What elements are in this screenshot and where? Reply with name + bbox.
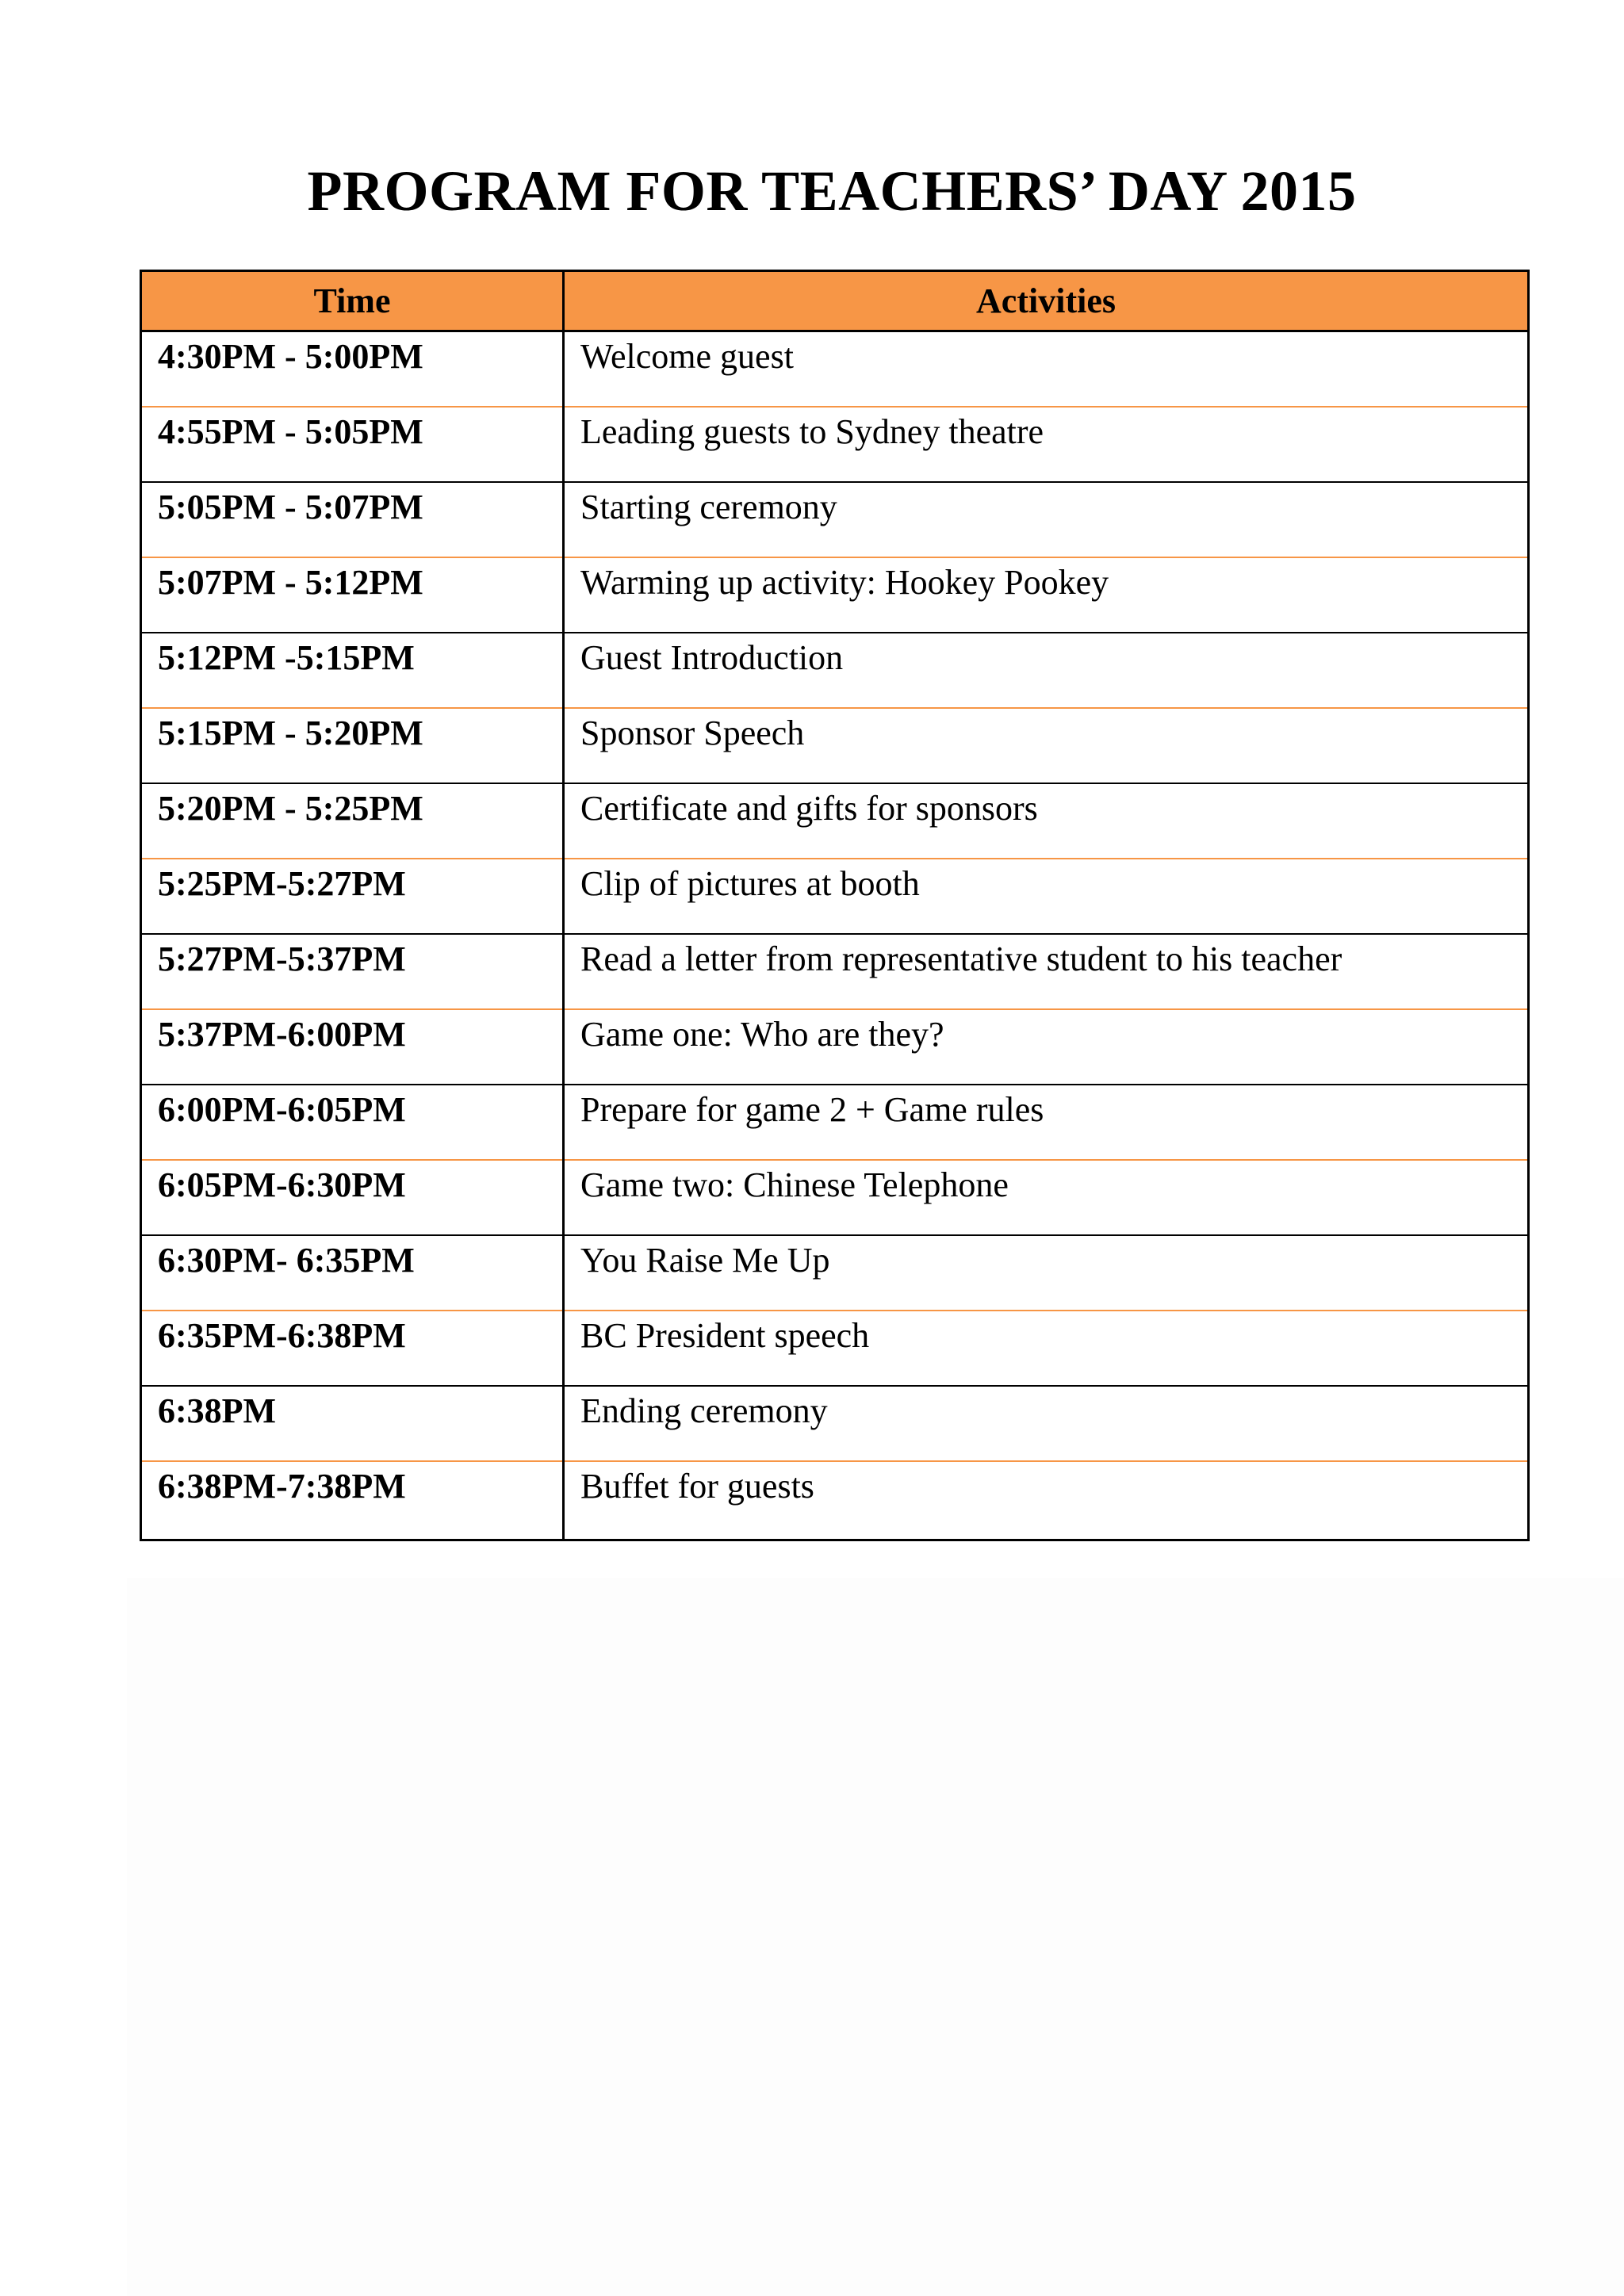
table-header-row bbox=[141, 271, 1529, 331]
table-row bbox=[141, 482, 1529, 557]
activity-cell: Welcome guest bbox=[564, 331, 1529, 407]
table-row bbox=[141, 331, 1529, 407]
time-cell: 6:30PM- 6:35PM bbox=[141, 1235, 564, 1311]
table-row bbox=[141, 633, 1529, 708]
schedule-table bbox=[140, 270, 1530, 1541]
table-row bbox=[141, 1461, 1529, 1540]
activity-cell: You Raise Me Up bbox=[564, 1235, 1529, 1311]
time-cell: 5:27PM-5:37PM bbox=[141, 934, 564, 1009]
table-row bbox=[141, 407, 1529, 482]
table-row bbox=[141, 859, 1529, 934]
activity-cell: Clip of pictures at booth bbox=[564, 859, 1529, 934]
time-cell: 5:20PM - 5:25PM bbox=[141, 783, 564, 859]
time-cell: 4:55PM - 5:05PM bbox=[141, 407, 564, 482]
time-cell: 6:00PM-6:05PM bbox=[141, 1085, 564, 1160]
time-cell: 5:12PM -5:15PM bbox=[141, 633, 564, 708]
page-background bbox=[127, 1578, 1624, 2296]
activity-cell: Buffet for guests bbox=[564, 1461, 1529, 1540]
table-row bbox=[141, 1085, 1529, 1160]
time-cell: 6:35PM-6:38PM bbox=[141, 1311, 564, 1386]
time-cell: 4:30PM - 5:00PM bbox=[141, 331, 564, 407]
activity-cell: Starting ceremony bbox=[564, 482, 1529, 557]
document-title: PROGRAM FOR TEACHERS’ DAY 2015 bbox=[307, 159, 1357, 223]
table-row bbox=[141, 1311, 1529, 1386]
table-row bbox=[141, 1235, 1529, 1311]
time-cell: 5:07PM - 5:12PM bbox=[141, 557, 564, 633]
activity-cell: Warming up activity: Hookey Pookey bbox=[564, 557, 1529, 633]
table-row bbox=[141, 708, 1529, 783]
time-cell: 6:38PM bbox=[141, 1386, 564, 1461]
activity-cell: Game one: Who are they? bbox=[564, 1009, 1529, 1085]
activity-cell: Sponsor Speech bbox=[564, 708, 1529, 783]
time-cell: 5:25PM-5:27PM bbox=[141, 859, 564, 934]
activity-cell: Certificate and gifts for sponsors bbox=[564, 783, 1529, 859]
activity-cell: Leading guests to Sydney theatre bbox=[564, 407, 1529, 482]
time-cell: 5:05PM - 5:07PM bbox=[141, 482, 564, 557]
table-row bbox=[141, 1386, 1529, 1461]
time-cell: 6:05PM-6:30PM bbox=[141, 1160, 564, 1235]
activity-cell: Prepare for game 2 + Game rules bbox=[564, 1085, 1529, 1160]
activity-cell: Read a letter from representative student to his teacher bbox=[564, 934, 1529, 1009]
time-column-header: Time bbox=[141, 271, 564, 331]
activity-cell: Ending ceremony bbox=[564, 1386, 1529, 1461]
table-row bbox=[141, 934, 1529, 1009]
activity-cell: BC President speech bbox=[564, 1311, 1529, 1386]
table-row bbox=[141, 783, 1529, 859]
table-row bbox=[141, 1009, 1529, 1085]
time-cell: 5:15PM - 5:20PM bbox=[141, 708, 564, 783]
table-row bbox=[141, 557, 1529, 633]
activities-column-header: Activities bbox=[564, 271, 1529, 331]
activity-cell: Guest Introduction bbox=[564, 633, 1529, 708]
time-cell: 5:37PM-6:00PM bbox=[141, 1009, 564, 1085]
table-row bbox=[141, 1160, 1529, 1235]
activity-cell: Game two: Chinese Telephone bbox=[564, 1160, 1529, 1235]
time-cell: 6:38PM-7:38PM bbox=[141, 1461, 564, 1540]
